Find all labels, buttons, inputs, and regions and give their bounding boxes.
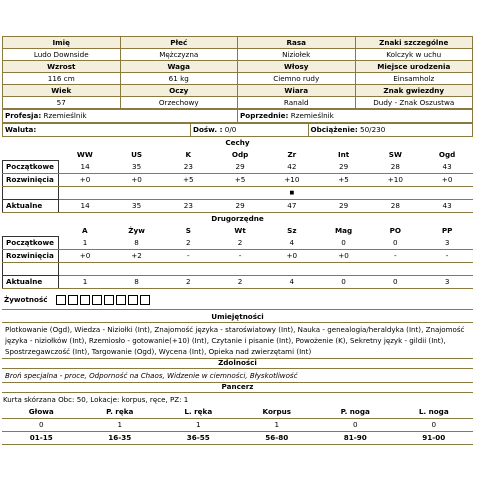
faith-label: Wiara [238,85,356,97]
stat-header: PP [441,225,453,235]
armour-location-header: L. noga [395,406,474,419]
height-value: 116 cm [3,73,121,85]
starsign-label: Znak gwiezdny [355,85,473,97]
birthplace-label: Miejsce urodzenia [355,61,473,73]
stat-value: 28 [369,161,421,174]
stat-header: Mag [335,225,353,235]
stat-value: 29 [214,200,266,213]
stat-value: 2 [214,237,266,250]
stat-value: 29 [214,161,266,174]
stat-header: US [131,149,143,159]
current-row-label: Aktualne [3,276,59,289]
stat-value: 14 [59,161,111,174]
armour-location-header: P. ręka [81,406,160,419]
stat-value: 0 [318,237,370,250]
stat-value: 23 [162,161,214,174]
wound-checkbox[interactable] [68,295,78,305]
wound-checkbox[interactable] [128,295,138,305]
armour-description: Kurta skórzana Obc: 50, Lokacje: korpus, ręce, PZ: 1 [3,395,189,404]
age-value: 57 [3,97,121,109]
armour-range: 81-90 [316,432,395,445]
stat-value: 42 [266,161,318,174]
stat-header: Wt [234,225,246,235]
previous-profession-value: Rzemieślnik [290,111,334,121]
stat-value: +5 [214,174,266,187]
wound-checkbox[interactable] [92,295,102,305]
stat-value: +0 [59,250,111,263]
wound-checkbox[interactable] [80,295,90,305]
stat-header: PO [389,225,402,235]
stat-header: SW [388,149,402,159]
armour-value: 0 [316,419,395,432]
advances-row-label: Rozwinięcia [3,250,59,263]
stat-value: +0 [59,174,111,187]
stat-value: 3 [421,237,473,250]
stat-value: +0 [318,250,370,263]
skills-text: Plotkowanie (Ogd), Wiedza - Niziołki (Int), Znajomość języka - staroświatowy (Int), Nauka - genealogia/heraldyka (Int), Znajomość języka - niziołków (Int), Rzemiosło - gotowanie(+10) (Int), Czytanie i pisanie (Int), Powożenie (K), Sekretny język - gildii (Int), Spostrzegawczość (Int), Targowanie (Ogd), Wycena (Int), Opieka nad zwierzętami (Int) [2,323,473,359]
stat-value: +0 [111,174,163,187]
height-label: Wzrost [3,61,121,73]
stat-value: 0 [369,237,421,250]
hair-value: Ciemno rudy [238,73,356,85]
stat-value: 0 [318,276,370,289]
sex-value: Mężczyzna [120,49,238,61]
talents-title: Zdolności [2,359,473,369]
stat-value: 4 [266,276,318,289]
encumbrance-label: Obciążenie: [310,125,358,135]
marks-label: Znaki szczególne [355,37,473,49]
stat-value: +5 [162,174,214,187]
stat-value: 1 [59,237,111,250]
name-label: Imię [3,37,121,49]
stat-value: 2 [162,276,214,289]
stat-value: 2 [214,276,266,289]
character-sheet [2,36,473,445]
stat-value: 23 [162,200,214,213]
starsign-value: Dudy - Znak Oszustwa [355,97,473,109]
armour-location-header: Głowa [2,406,81,419]
stat-value: +10 [369,174,421,187]
stat-header: K [185,149,192,159]
armour-value: 0 [2,419,81,432]
personal-info-table [2,36,473,109]
experience-value: 0/0 [224,125,237,135]
birthplace-value: Einsamholz [355,73,473,85]
stat-header: A [82,225,88,235]
experience-label: Dośw. : [193,125,223,135]
armour-value: 1 [81,419,160,432]
wound-checkbox[interactable] [56,295,66,305]
armour-location-header: P. noga [316,406,395,419]
hair-label: Włosy [238,61,356,73]
stat-header: Żyw [128,225,145,235]
initial-row-label: Początkowe [3,237,59,250]
stat-header: WW [76,149,93,159]
stat-value: 28 [369,200,421,213]
stat-value: 35 [111,200,163,213]
encumbrance-value: 50/230 [360,125,386,135]
age-label: Wiek [3,85,121,97]
armour-range: 01-15 [2,432,81,445]
stat-value: 2 [162,237,214,250]
main-stats-table [2,148,473,213]
stat-value: 14 [59,200,111,213]
stat-header: Zr [287,149,297,159]
profession-table [2,109,473,123]
weight-value: 61 kg [120,73,238,85]
wound-checkbox[interactable] [140,295,150,305]
advances-row-label: Rozwinięcia [3,174,59,187]
stat-value: 35 [111,161,163,174]
advance-marker: ■ [266,187,318,200]
main-stats-title: Cechy [225,138,250,147]
race-value: Niziołek [238,49,356,61]
stat-value: 43 [421,161,473,174]
armour-range: 16-35 [81,432,160,445]
stat-value: 29 [318,200,370,213]
currency-label: Waluta: [5,125,37,135]
weight-label: Waga [120,61,238,73]
marks-value: Kolczyk w uchu [355,49,473,61]
stat-value: 29 [318,161,370,174]
faith-value: Ranald [238,97,356,109]
secondary-stats-title: Drugorzędne [211,214,264,223]
stat-value: +10 [266,174,318,187]
stat-header: Ogd [438,149,456,159]
stat-value: +5 [318,174,370,187]
armour-value: 1 [238,419,317,432]
armour-range: 36-55 [159,432,238,445]
stat-value: 0 [369,276,421,289]
stat-value: - [214,250,266,263]
stat-value: 1 [59,276,111,289]
sex-label: Płeć [120,37,238,49]
armour-value: 0 [395,419,474,432]
stat-value: +0 [266,250,318,263]
eyes-value: Orzechowy [120,97,238,109]
previous-profession-label: Poprzednie: [240,111,289,121]
race-label: Rasa [238,37,356,49]
eyes-label: Oczy [120,85,238,97]
stat-value: - [162,250,214,263]
wound-checkbox[interactable] [104,295,114,305]
current-row-label: Aktualne [3,200,59,213]
armour-range: 56-80 [238,432,317,445]
armour-table [2,406,473,445]
initial-row-label: Początkowe [3,161,59,174]
wound-checkbox[interactable] [116,295,126,305]
stat-value: 4 [266,237,318,250]
stat-value: 47 [266,200,318,213]
armour-location-header: Korpus [238,406,317,419]
armour-range: 91-00 [395,432,474,445]
armour-value: 1 [159,419,238,432]
stat-value: +0 [421,174,473,187]
armour-location-header: L. ręka [159,406,238,419]
talents-text: Broń specjalna - proce, Odporność na Chaos, Widzenie w ciemności, Błyskotliwość [2,369,473,383]
wounds-label: Żywotność [4,295,48,304]
stat-header: S [185,225,191,235]
stat-value: 3 [421,276,473,289]
stat-value: +2 [111,250,163,263]
name-value: Ludo Downside [3,49,121,61]
money-table [2,123,473,137]
profession-value: Rzemieślnik [43,111,87,121]
stat-value: 8 [111,276,163,289]
secondary-stats-table [2,224,473,289]
skills-title: Umiejętności [2,313,473,323]
stat-header: Odp [231,149,249,159]
stat-header: Int [337,149,350,159]
armour-title: Pancerz [2,383,473,393]
stat-header: Sz [287,225,297,235]
wounds-tracker [2,295,473,310]
profession-label: Profesja: [5,111,42,121]
stat-value: 8 [111,237,163,250]
stat-value: - [369,250,421,263]
stat-value: - [421,250,473,263]
stat-value: 43 [421,200,473,213]
